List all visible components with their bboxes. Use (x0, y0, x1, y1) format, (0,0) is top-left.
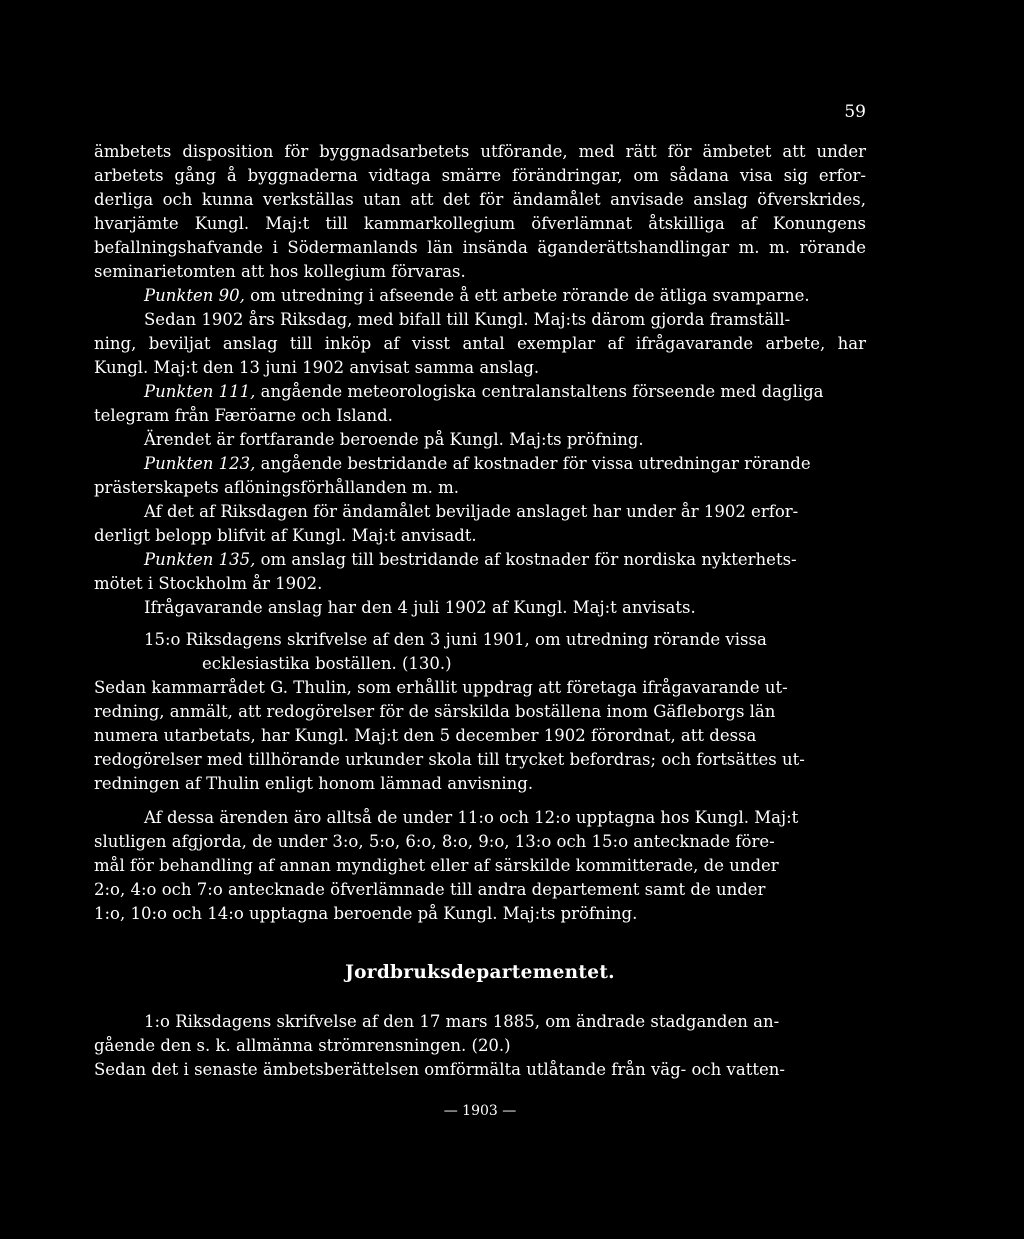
text-line: om anslag till bestridande af kostnader för nordiska nykterhets- (255, 550, 797, 569)
item-1-heading: 1:o Riksdagens skrifvelse af den 17 mars 1885, om ändrade stadganden an- (144, 1012, 780, 1031)
text-line: angående meteorologiska centralanstaltens förseende med dagliga (255, 382, 824, 401)
item-label: Punkten 111, (144, 382, 256, 401)
text-line: angående bestridande af kostnader för vissa utredningar rörande (255, 454, 811, 473)
text-line: derligt belopp blifvit af Kungl. Maj:t anvisadt. (94, 526, 477, 545)
text-line: arbetets gång å byggnaderna vidtaga smärre förändringar, om sådana visa sig erfor- (94, 166, 866, 185)
text-line: befallningshafvande i Södermanlands län insända äganderättshandlingar m. m. rörande (94, 238, 866, 257)
text-line: mål för behandling af annan myndighet eller af särskilde kommitterade, de under (94, 856, 779, 875)
text-line: ecklesiastika boställen. (130.) (202, 654, 452, 673)
text-line: Ärendet är fortfarande beroende på Kungl. Maj:ts pröfning. (144, 430, 644, 449)
text-line: Af det af Riksdagen för ändamålet beviljade anslaget har under år 1902 erfor- (144, 502, 799, 521)
text-line: Kungl. Maj:t den 13 juni 1902 anvisat samma anslag. (94, 358, 540, 377)
text-line: 2:o, 4:o och 7:o antecknade öfverlämnade till andra departement samt de under (94, 880, 766, 899)
item-label: Punkten 123, (144, 454, 256, 473)
item-label: Punkten 90, (144, 286, 245, 305)
summary-paragraph: Af dessa ärenden äro alltså de under 11:o och 12:o upptagna hos Kungl. Maj:t (144, 808, 799, 827)
text-line: Sedan kammarrådet G. Thulin, som erhållit uppdrag att företaga ifrågavarande ut- (94, 678, 788, 697)
text-line: 1:o, 10:o och 14:o upptagna beroende på Kungl. Maj:ts pröfning. (94, 904, 638, 923)
item-15-heading: 15:o Riksdagens skrifvelse af den 3 juni 1901, om utredning rörande vissa (144, 630, 767, 649)
text-line: redningen af Thulin enligt honom lämnad anvisning. (94, 774, 534, 793)
document-page (94, 0, 866, 1239)
text-line: om utredning i afseende å ett arbete rörande de ätliga svamparne. (244, 286, 810, 305)
paragraph-punkten-123 (94, 452, 866, 476)
text-line: numera utarbetats, har Kungl. Maj:t den 5 december 1902 förordnat, att dessa (94, 726, 757, 745)
text-line: mötet i Stockholm år 1902. (94, 574, 323, 593)
text-line: redning, anmält, att redogörelser för de särskilda boställena inom Gäfleborgs län (94, 702, 776, 721)
text-line: prästerskapets aflöningsförhållanden m. m. (94, 478, 459, 497)
text-line: Ifrågavarande anslag har den 4 juli 1902 af Kungl. Maj:t anvisats. (144, 598, 696, 617)
text-line: gående den s. k. allmänna strömrensningen. (20.) (94, 1036, 511, 1055)
text-line: ämbetets disposition för byggnadsarbetets utförande, med rätt för ämbetet att under (94, 142, 866, 161)
paragraph-punkten-111 (94, 380, 866, 404)
paragraph-punkten-90 (94, 284, 866, 308)
page-number: 59 (844, 102, 866, 122)
printing-year-mark: — 1903 — (443, 1103, 517, 1119)
text-line: Sedan 1902 års Riksdag, med bifall till Kungl. Maj:ts därom gjorda framställ- (144, 310, 791, 329)
text-line: Sedan det i senaste ämbetsberättelsen omförmälta utlåtande från väg- och vatten- (94, 1060, 785, 1079)
section-heading: Jordbruksdepartementet. (345, 962, 615, 983)
item-label: Punkten 135, (144, 550, 256, 569)
text-line: seminarietomten att hos kollegium förvaras. (94, 262, 466, 281)
text-line: hvarjämte Kungl. Maj:t till kammarkollegium öfverlämnat åtskilliga af Konungens (94, 214, 866, 233)
text-line: redogörelser med tillhörande urkunder skola till trycket befordras; och fortsättes ut- (94, 750, 805, 769)
text-line: derliga och kunna verkställas utan att det för ändamålet anvisade anslag öfverskrides, (94, 190, 866, 209)
text-line: telegram från Færöarne och Island. (94, 406, 393, 425)
text-line: ning, beviljat anslag till inköp af visst antal exemplar af ifrågavarande arbete, har (94, 334, 866, 353)
text-line: slutligen afgjorda, de under 3:o, 5:o, 6:o, 8:o, 9:o, 13:o och 15:o antecknade före- (94, 832, 775, 851)
paragraph-punkten-135 (94, 548, 866, 572)
